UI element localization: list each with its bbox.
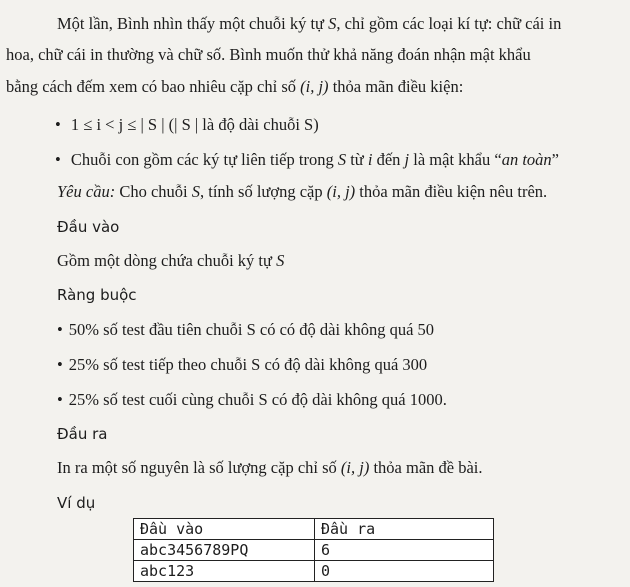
output-text: In ra một số nguyên là số lượng cặp chỉ số (i, j) thỏa mãn đề bài. <box>57 458 483 477</box>
table-cell-output: 0 <box>315 561 494 582</box>
constraint-item: • 25% số test cuối cùng chuỗi S có độ dài không quá 1000. <box>57 390 447 410</box>
constraints-heading: Ràng buộc <box>57 286 137 304</box>
table-header-output: Đầu ra <box>315 519 494 540</box>
table-cell-input: abc3456789PQ <box>134 540 315 561</box>
example-table <box>133 518 494 582</box>
intro-line-1: Một lần, Bình nhìn thấy một chuỗi ký tự S, chỉ gồm các loại kí tự: chữ cái in <box>57 14 562 33</box>
requirement: Yêu cầu: Cho chuỗi S, tính số lượng cặp (i, j) thỏa mãn điều kiện nêu trên. <box>57 182 548 201</box>
table-row <box>134 561 494 582</box>
table-header-input: Đầu vào <box>134 519 315 540</box>
intro-line-3: bằng cách đếm xem có bao nhiêu cặp chỉ số (i, j) thỏa mãn điều kiện: <box>6 77 464 96</box>
constraint-item: • 25% số test tiếp theo chuỗi S có độ dài không quá 300 <box>57 355 427 375</box>
constraint-item: • 50% số test đầu tiên chuỗi S có có độ dài không quá 50 <box>57 320 434 340</box>
example-heading: Ví dụ <box>57 494 96 512</box>
table-header-row <box>134 519 494 540</box>
condition-1: • 1 ≤ i < j ≤ | S | (| S | là độ dài chuỗi S) <box>55 115 319 135</box>
table-cell-output: 6 <box>315 540 494 561</box>
table-row <box>134 540 494 561</box>
intro-line-2: hoa, chữ cái in thường và chữ số. Bình muốn thử khả năng đoán nhận mật khẩu <box>6 45 531 64</box>
table-cell-input: abc123 <box>134 561 315 582</box>
condition-2: • Chuỗi con gồm các ký tự liên tiếp trong S từ i đến j là mật khẩu “an toàn” <box>55 150 559 170</box>
input-text: Gồm một dòng chứa chuỗi ký tự S <box>57 251 285 270</box>
input-heading: Đầu vào <box>57 218 120 236</box>
output-heading: Đầu ra <box>57 425 108 443</box>
